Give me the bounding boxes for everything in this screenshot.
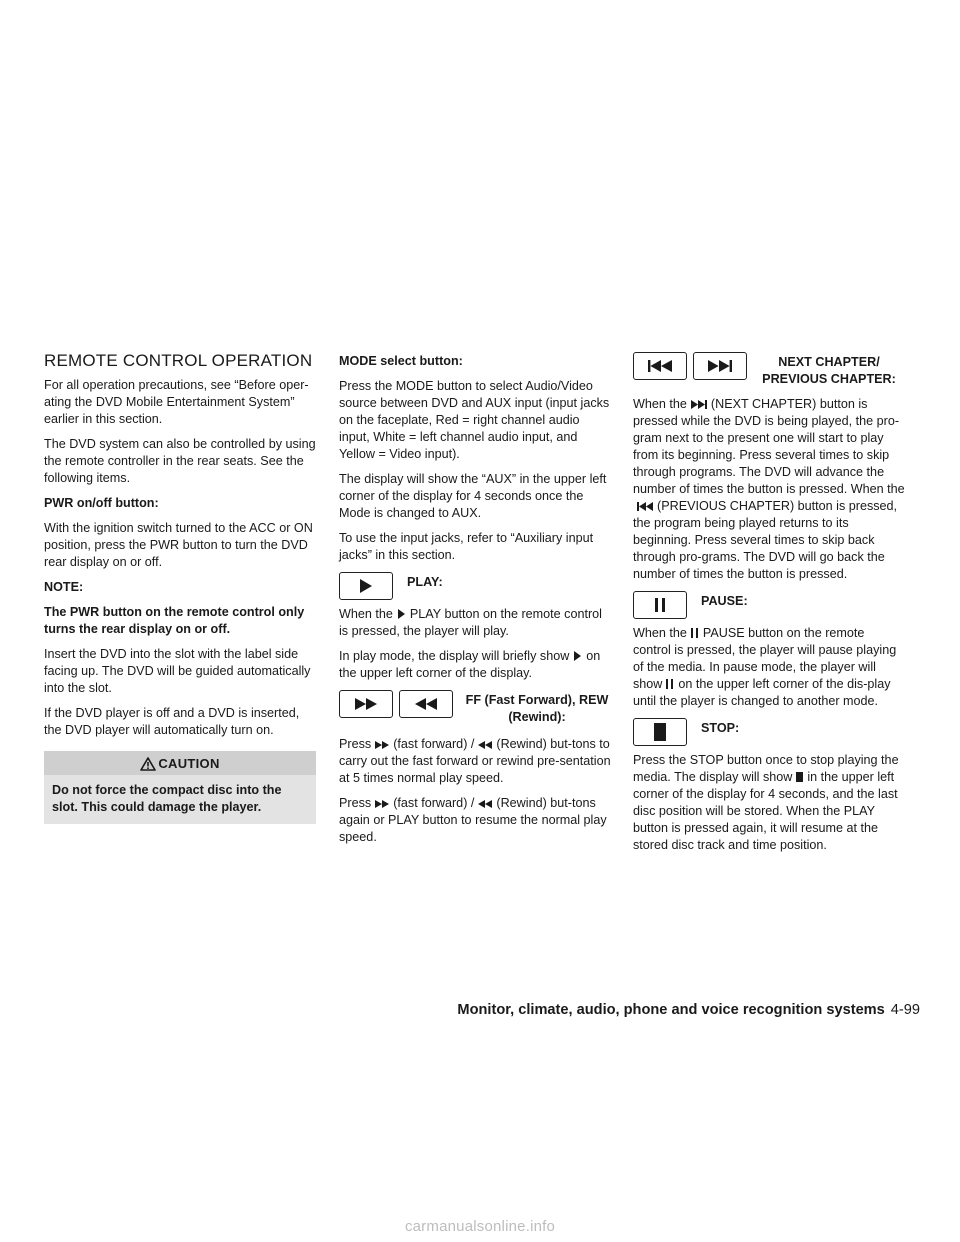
mode-text: Press the MODE button to select Audio/Video source between DVD and AUX input (input jacks on the faceplate, Red = right channel audio input, White = left channel audio input, and Yellow = Video input). [339, 379, 610, 461]
rewind-icon [478, 741, 492, 749]
ff-rew-button-row [339, 690, 611, 726]
previous-chapter-icon [637, 502, 653, 511]
pause-icon [666, 679, 674, 689]
pause-c: on the upper left corner of the dis-play until the player is changed to another mode. [633, 677, 891, 708]
next-chapter-icon [707, 359, 733, 373]
next-chapter-button-illustration [693, 352, 747, 380]
paragraph-insert: Insert the DVD into the slot with the label side facing up. The DVD will be guided automatically into the slot. [44, 647, 311, 695]
caution-box [44, 751, 316, 824]
play-text-b: PLAY button on the remote control is pressed, the player will play. [339, 607, 602, 638]
footer-section-title: Monitor, climate, audio, phone and voice recognition systems [457, 1002, 885, 1018]
jacks-text: To use the input jacks, refer to “Auxiliary input jacks” in this section. [339, 531, 594, 562]
fast-forward-icon [375, 800, 389, 808]
ff-text-1 [339, 736, 611, 787]
pause-b: PAUSE button on the remote control is pressed, the player will pause playing of the media. In pause mode, the player will show [633, 626, 897, 691]
section-heading: REMOTE CONTROL OPERATION [44, 351, 313, 370]
aux-text: The display will show the “AUX” in the upper left corner of the display for 4 seconds once the Mode is changed to AUX. [339, 472, 607, 520]
ff-rew-title: FF (Fast Forward), REW (Rewind): [465, 693, 609, 724]
playmode-text-a: In play mode, the display will briefly show [339, 649, 570, 663]
note-text: The PWR button on the remote control only turns the rear display on or off. [44, 605, 305, 636]
pause-title: PAUSE: [701, 594, 748, 608]
chap-c: (PREVIOUS CHAPTER) button is pressed, the program being played returns to its beginning. Press several times to skip back through pro-grams. The DVD will go back the number of times the button is pressed. [633, 499, 898, 581]
stop-button-row [633, 718, 905, 746]
paragraph-precautions: For all operation precautions, see “Before oper-ating the DVD Mobile Entertainment System” earlier in this section. [44, 378, 309, 426]
stop-icon [654, 723, 666, 741]
note-title: NOTE: [44, 580, 84, 594]
page-number: 4-99 [890, 1002, 920, 1018]
column-3 [633, 352, 905, 862]
play-text-a: When the [339, 607, 393, 621]
chapter-title: NEXT CHAPTER/ PREVIOUS CHAPTER: [762, 355, 896, 386]
pause-a: When the [633, 626, 687, 640]
pwr-text: With the ignition switch turned to the ACC or ON position, press the PWR button to turn the DVD rear display on or off. [44, 521, 313, 569]
pause-icon [654, 597, 666, 613]
caution-header [44, 751, 316, 775]
warning-icon [140, 757, 156, 771]
column-2 [339, 352, 611, 854]
pause-icon [691, 628, 699, 638]
page-footer [420, 1002, 920, 1018]
paragraph-autoon: If the DVD player is off and a DVD is inserted, the DVD player will automatically turn on. [44, 706, 300, 737]
fast-forward-icon [354, 697, 378, 711]
stop-title: STOP: [701, 721, 740, 735]
play-text [339, 606, 611, 640]
paragraph-remote: The DVD system can also be controlled by using the remote controller in the rear seats. See the following items. [44, 437, 316, 485]
pause-button-row [633, 591, 905, 619]
ff2-c: (Rewind) but-tons again or PLAY button to resume the normal play speed. [339, 796, 607, 844]
caution-text: Do not force the compact disc into the slot. This could damage the player. [52, 783, 282, 814]
ff1-c: (Rewind) but-tons to carry out the fast forward or rewind pre-sentation at 5 times normal play speed. [339, 737, 611, 785]
play-title: PLAY: [407, 575, 443, 589]
play-button-row [339, 572, 611, 600]
pause-text [633, 625, 905, 710]
rewind-icon [478, 800, 492, 808]
chap-a: When the [633, 397, 687, 411]
ff-text-2 [339, 795, 611, 846]
previous-chapter-icon [647, 359, 673, 373]
chap-b: (NEXT CHAPTER) button is pressed while the DVD is being played, the pro-gram next to the present one will start to play from its beginning. Press several times to skip through programs. The DVD will advance the number of times the button is pressed. When the [633, 397, 905, 496]
next-chapter-icon [691, 400, 707, 409]
mode-title: MODE select button: [339, 354, 463, 368]
rewind-button-illustration [399, 690, 453, 718]
rewind-icon [414, 697, 438, 711]
chapter-button-row [633, 352, 905, 388]
stop-button-illustration [633, 718, 687, 746]
stop-icon [796, 772, 803, 782]
stop-b: in the upper left corner of the display for 4 seconds, and the last disc position will be stored. When the PLAY button is pressed again, it will resume at the stored disc track and time position. [633, 770, 898, 852]
fast-forward-button-illustration [339, 690, 393, 718]
play-icon [573, 651, 582, 661]
watermark: carmanualsonline.info [404, 1218, 556, 1235]
fast-forward-icon [375, 741, 389, 749]
ff1-a: Press [339, 737, 372, 751]
chapter-text [633, 396, 905, 583]
playmode-text [339, 648, 611, 682]
stop-text [633, 752, 905, 854]
play-icon [359, 578, 373, 594]
ff1-b: (fast forward) / [393, 737, 475, 751]
caution-title: CAUTION [158, 756, 220, 771]
column-1 [44, 352, 316, 824]
pause-button-illustration [633, 591, 687, 619]
play-button-illustration [339, 572, 393, 600]
pwr-title: PWR on/off button: [44, 496, 159, 510]
ff2-b: (fast forward) / [393, 796, 475, 810]
stop-a: Press the STOP button once to stop playing the media. The display will show [633, 753, 899, 784]
ff2-a: Press [339, 796, 372, 810]
previous-chapter-button-illustration [633, 352, 687, 380]
play-icon [397, 609, 406, 619]
playmode-text-b: on the upper left corner of the display. [339, 649, 601, 680]
